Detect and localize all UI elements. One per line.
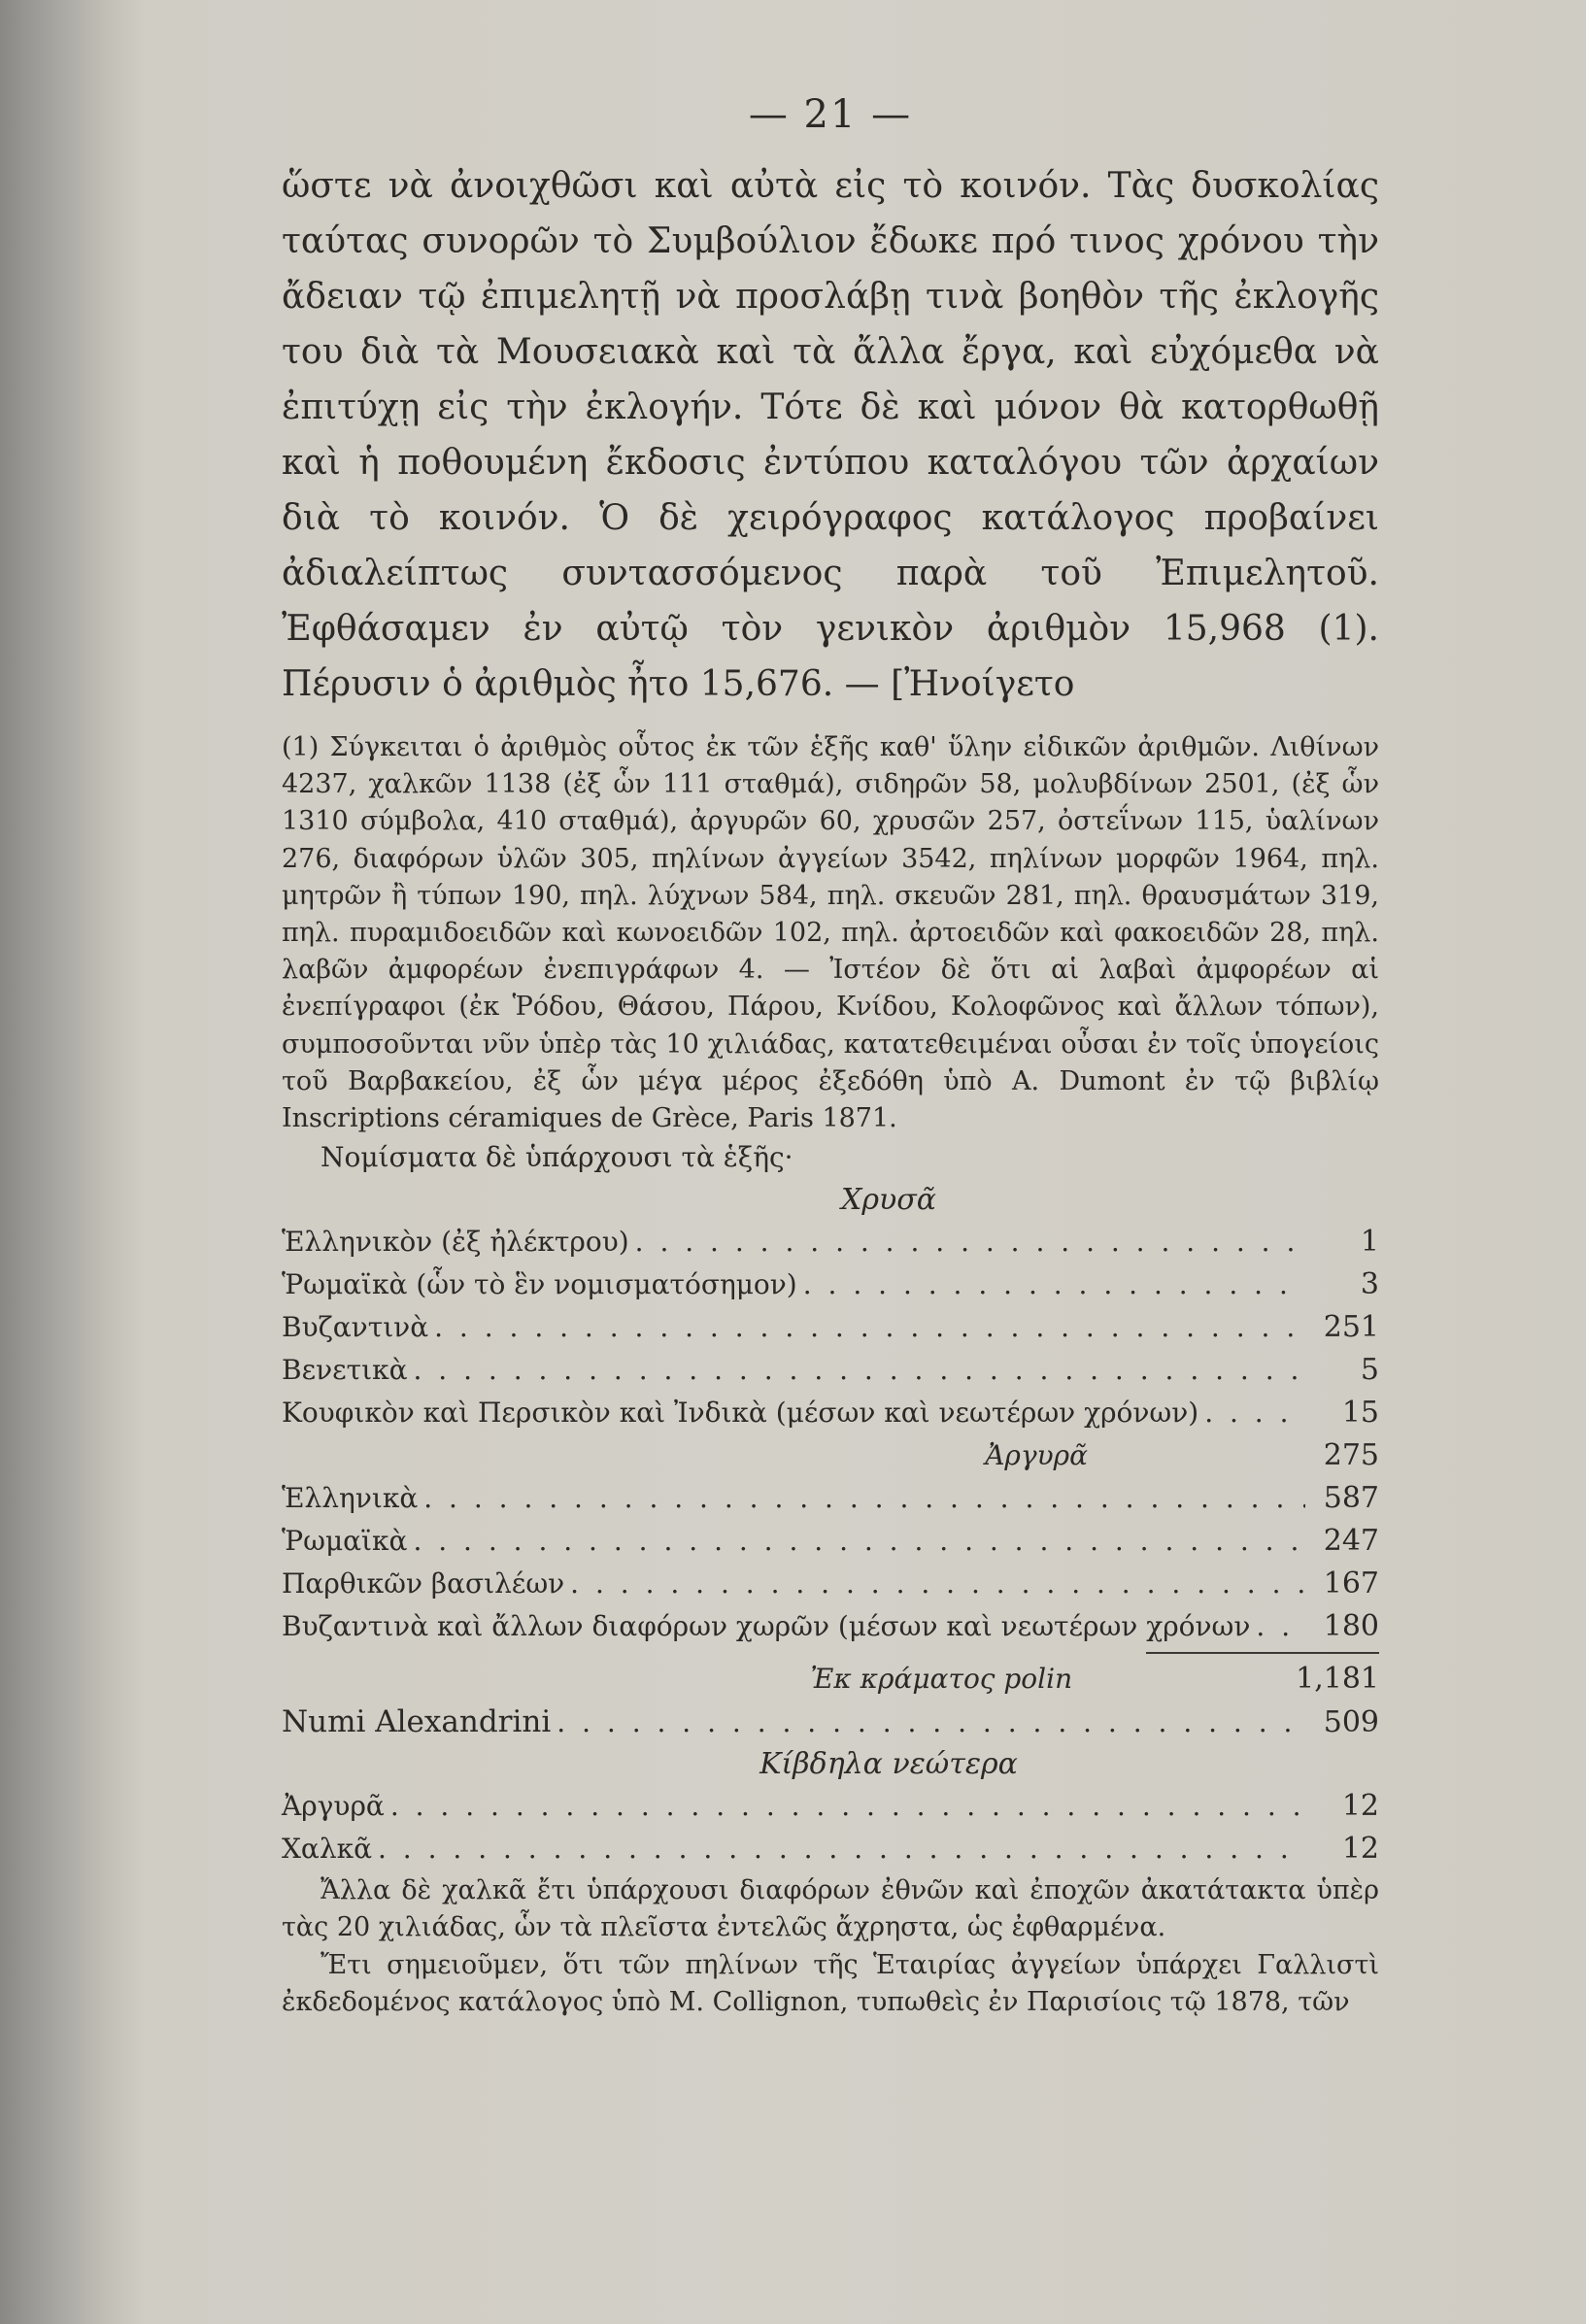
page-number: — 21 — [748, 92, 913, 137]
closing-paragraph-2: Ἔτι σημειοῦμεν, ὅτι τῶν πηλίνων τῆς Ἑταιρίας ἀγγείων ὑπάρχει Γαλλιστὶ ἐκδεδομένος κατάλογος ὑπὸ M. Collignon, τυπωθεὶς ἐν Παρισίοις τῷ 1878, τῶν [282, 1949, 1379, 2017]
page-content [282, 92, 1379, 2021]
section-heading-gold: Χρυσᾶ [841, 1183, 936, 1218]
list-item: Κουφικὸν καὶ Περσικὸν καὶ Ἰνδικὰ (μέσων καὶ νεωτέρων χρόνων) . . . 15 [282, 1392, 1379, 1434]
list-item: Ἀργυρᾶ . . . 12 [282, 1785, 1379, 1828]
list-item: Βυζαντινὰ καὶ ἄλλων διαφόρων χωρῶν (μέσων καὶ νεωτέρων χρόνων . . . 180 [282, 1605, 1379, 1648]
list-item: Ῥωμαϊκὰ (ὧν τὸ ἓν νομισματόσημον) . . . 3 [282, 1263, 1379, 1306]
coins-intro: Νομίσματα δὲ ὑπάρχουσι τὰ ἑξῆς· [321, 1141, 793, 1174]
list-item: Χαλκᾶ . . . 12 [282, 1828, 1379, 1870]
closing-paragraph-1: Ἄλλα δὲ χαλκᾶ ἔτι ὑπάρχουσι διαφόρων ἐθνῶν καὶ ἐποχῶν ἀκατάτακτα ὑπὲρ τὰς 20 χιλιάδας, ὧν τὰ πλεῖστα ἐντελῶς ἄχρηστα, ὡς ἐφθαρμένα. [282, 1875, 1379, 1943]
main-paragraph: ὥστε νὰ ἀνοιχθῶσι καὶ αὐτὰ εἰς τὸ κοινόν. Τὰς δυσκολίας ταύτας συνορῶν τὸ Συμβούλιον ἔδωκε πρό τινος χρόνου τὴν ἄδειαν τῷ ἐπιμελητῇ νὰ προσλάβῃ τινὰ βοηθὸν τῆς ἐκλογῆς του διὰ τὰ Μουσειακὰ καὶ τὰ ἄλλα ἔργα, καὶ εὐχόμεθα νὰ ἐπιτύχῃ εἰς τὴν ἐκλογήν. Τότε δὲ καὶ μόνον θὰ κατορθωθῇ καὶ ἡ ποθουμένη ἔκδοσις ἐντύπου καταλόγου τῶν ἀρχαίων διὰ τὸ κοινόν. Ὁ δὲ χειρόγραφος κατάλογος προβαίνει ἀδιαλείπτως συντασσόμενος παρὰ τοῦ Ἐπιμελητοῦ. Ἐφθάσαμεν ἐν αὐτῷ τὸν γενικὸν ἀριθμὸν 15,968 (1). Πέρυσιν ὁ ἀριθμὸς ἦτο 15,676. — [Ἠνοίγετο [282, 166, 1379, 704]
list-item: Βενετικὰ . . . 5 [282, 1349, 1379, 1392]
section-heading-forged: Κίβδηλα νεώτερα [759, 1747, 1018, 1782]
sum-rule [1146, 1652, 1379, 1654]
list-item: Ῥωμαϊκὰ . . . 247 [282, 1520, 1379, 1563]
footnote: (1) Σύγκειται ὁ ἀριθμὸς οὗτος ἐκ τῶν ἑξῆς καθ' ὕλην εἰδικῶν ἀριθμῶν. Λιθίνων 4237, χαλκῶν 1138 (ἐξ ὧν 111 σταθμά), σιδηρῶν 58, μολυβδίνων 2501, (ἐξ ὧν 1310 σύμβολα, 410 σταθμά), ἀργυρῶν 60, χρυσῶν 257, ὀστεΐνων 115, ὑαλίνων 276, διαφόρων ὑλῶν 305, πηλίνων ἀγγείων 3542, πηλίνων μορφῶν 1964, πηλ. μητρῶν ἢ τύπων 190, πηλ. λύχνων 584, πηλ. σκευῶν 281, πηλ. θραυσμάτων 319, πηλ. πυραμιδοειδῶν καὶ κωνοειδῶν 102, πηλ. ἀρτοειδῶν καὶ φακοειδῶν 28, πηλ. λαβῶν ἀμφορέων ἐνεπιγράφων 4. — Ἰστέον δὲ ὅτι αἱ λαβαὶ ἀμφορέων αἱ ἐνεπίγραφοι (ἐκ Ῥόδου, Θάσου, Πάρου, Κνίδου, Κολοφῶνος καὶ ἄλλων τόπων), συμποσοῦνται νῦν ὑπὲρ τὰς 10 χιλιάδας, κατατεθειμέναι οὖσαι ἐν τοῖς ὑπογείοις τοῦ Βαρβακείου, ἐξ ὧν μέγα μέρος ἐξεδόθη ὑπὸ A. Dumont ἐν τῷ βιβλίῳ Inscriptions céramiques de Grèce, Paris 1871. [282, 732, 1379, 1134]
list-item: Numi Alexandrini . . . 509 [282, 1701, 1379, 1744]
list-item: Παρθικῶν βασιλέων . . . 167 [282, 1563, 1379, 1605]
alloy-row: Ἐκ κράματος polin 1,181 [810, 1662, 1379, 1697]
list-item: Ἑλληνικὸν (ἐξ ἠλέκτρου) . . . 1 [282, 1221, 1379, 1263]
list-item: Ἑλληνικὰ . . . 587 [282, 1477, 1379, 1520]
list-item: Βυζαντινὰ . . . 251 [282, 1306, 1379, 1349]
section-heading-silver: Ἀργυρᾶ 275 [985, 1438, 1379, 1473]
